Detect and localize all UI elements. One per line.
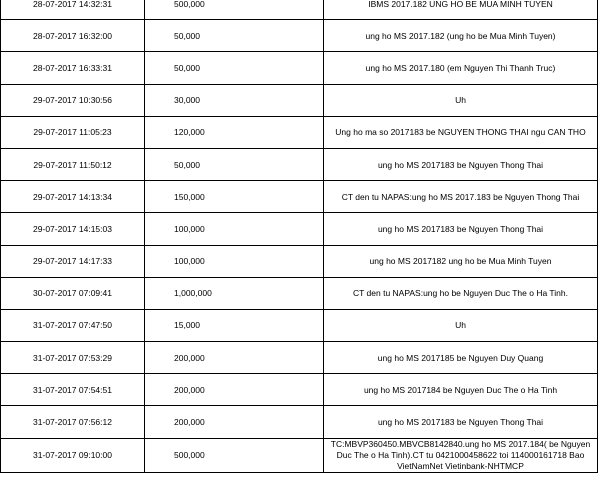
transaction-description: ung ho MS 2017182 ung ho be Mua Minh Tuyen — [324, 245, 598, 277]
transaction-amount: 1,000,000 — [145, 277, 324, 309]
transaction-amount: 50,000 — [145, 148, 324, 180]
table-row — [1, 309, 598, 341]
table-row — [1, 116, 598, 148]
table-row — [1, 20, 598, 52]
transaction-description: Ung ho ma so 2017183 be NGUYEN THONG THAI ngu CAN THO — [324, 116, 598, 148]
transaction-date: 28-07-2017 14:32:31 — [1, 0, 145, 20]
transaction-amount: 100,000 — [145, 213, 324, 245]
transaction-date: 29-07-2017 14:13:34 — [1, 181, 145, 213]
transaction-date: 29-07-2017 14:17:33 — [1, 245, 145, 277]
transaction-date: 28-07-2017 16:33:31 — [1, 52, 145, 84]
transaction-date: 31-07-2017 09:10:00 — [1, 438, 145, 472]
transaction-date: 31-07-2017 07:56:12 — [1, 406, 145, 438]
transaction-date: 31-07-2017 07:54:51 — [1, 374, 145, 406]
transaction-description: Uh — [324, 84, 598, 116]
transaction-description: ung ho MS 2017183 be Nguyen Thong Thai — [324, 406, 598, 438]
transaction-date: 29-07-2017 11:05:23 — [1, 116, 145, 148]
transaction-description: Uh — [324, 309, 598, 341]
transaction-date: 28-07-2017 16:32:00 — [1, 20, 145, 52]
transaction-description: CT den tu NAPAS:ung ho be Nguyen Duc The o Ha Tinh. — [324, 277, 598, 309]
transaction-description: TC:MBVP360450.MBVCB8142840.ung ho MS 2017.184( be Nguyen Duc The o Ha Tinh).CT tu 0421000458622 toi 114000161718 Bao VietNamNet Vietinbank-NHTMCP — [324, 438, 598, 472]
transaction-amount: 500,000 — [145, 438, 324, 472]
transaction-description: IBMS 2017.182 UNG HO BE MUA MINH TUYEN — [324, 0, 598, 20]
transaction-date: 31-07-2017 07:53:29 — [1, 342, 145, 374]
transaction-description: ung ho MS 2017.182 (ung ho be Mua Minh Tuyen) — [324, 20, 598, 52]
table-row — [1, 52, 598, 84]
transaction-amount: 30,000 — [145, 84, 324, 116]
table-row — [1, 181, 598, 213]
table-row — [1, 84, 598, 116]
transaction-date: 31-07-2017 07:47:50 — [1, 309, 145, 341]
table-row — [1, 148, 598, 180]
transaction-description: ung ho MS 2017183 be Nguyen Thong Thai — [324, 213, 598, 245]
table-row — [1, 406, 598, 438]
transaction-date: 30-07-2017 07:09:41 — [1, 277, 145, 309]
transaction-date: 29-07-2017 14:15:03 — [1, 213, 145, 245]
table-row — [1, 342, 598, 374]
table-row — [1, 213, 598, 245]
transaction-amount: 15,000 — [145, 309, 324, 341]
transaction-amount: 500,000 — [145, 0, 324, 20]
transaction-amount: 200,000 — [145, 374, 324, 406]
table-row — [1, 438, 598, 472]
transaction-date: 29-07-2017 11:50:12 — [1, 148, 145, 180]
transaction-amount: 50,000 — [145, 52, 324, 84]
table-row — [1, 0, 598, 20]
transaction-description: ung ho MS 2017184 be Nguyen Duc The o Ha Tinh — [324, 374, 598, 406]
transaction-amount: 200,000 — [145, 342, 324, 374]
transaction-amount: 120,000 — [145, 116, 324, 148]
transaction-date: 29-07-2017 10:30:56 — [1, 84, 145, 116]
transaction-amount: 100,000 — [145, 245, 324, 277]
transaction-amount: 50,000 — [145, 20, 324, 52]
table-row — [1, 245, 598, 277]
transaction-description: ung ho MS 2017.180 (em Nguyen Thi Thanh Truc) — [324, 52, 598, 84]
transaction-description: ung ho MS 2017183 be Nguyen Thong Thai — [324, 148, 598, 180]
transaction-table-body — [1, 0, 598, 472]
transaction-amount: 150,000 — [145, 181, 324, 213]
transaction-amount: 200,000 — [145, 406, 324, 438]
table-row — [1, 374, 598, 406]
table-row — [1, 277, 598, 309]
transaction-description: CT den tu NAPAS:ung ho MS 2017.183 be Nguyen Thong Thai — [324, 181, 598, 213]
transaction-description: ung ho MS 2017185 be Nguyen Duy Quang — [324, 342, 598, 374]
